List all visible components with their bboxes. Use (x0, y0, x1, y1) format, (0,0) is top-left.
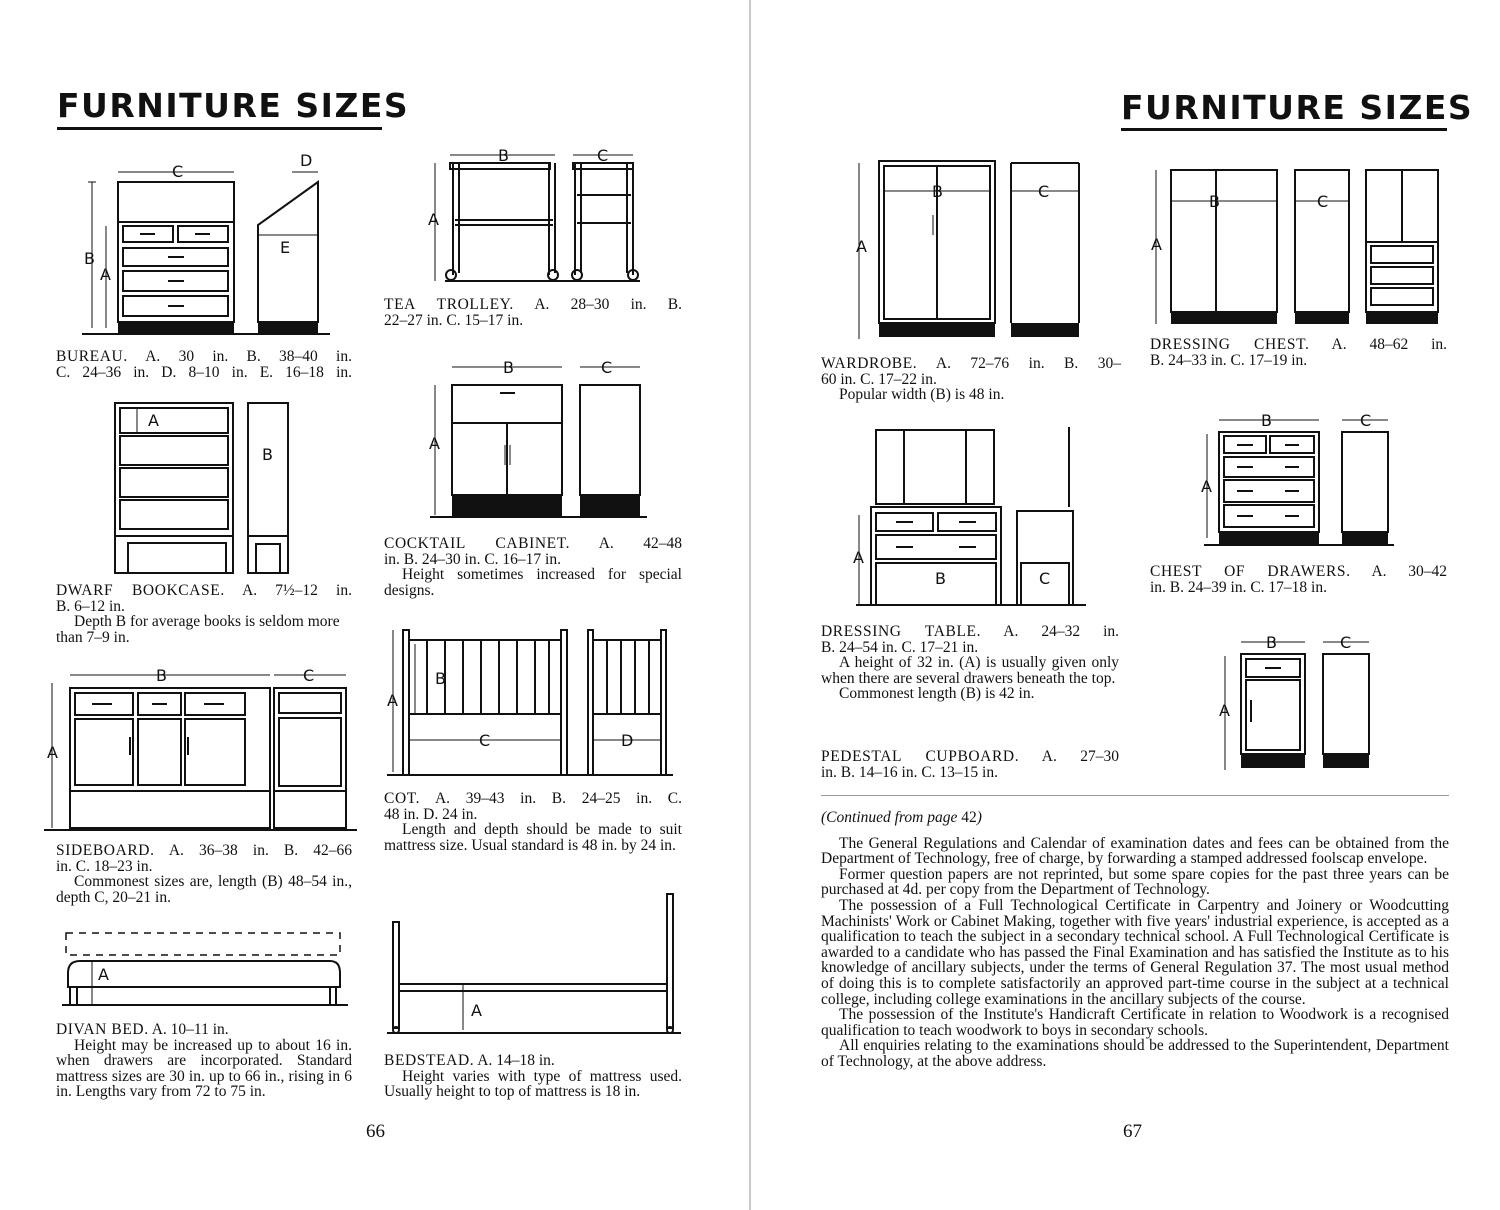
label-b: B (935, 569, 946, 588)
item-dims-2: in. C. 18–23 in. (56, 857, 153, 875)
label-c: C (303, 666, 315, 685)
label-a: A (429, 434, 440, 453)
item-dims: A. 28–30 in. B. (534, 296, 682, 313)
dressing-table-caption (821, 624, 1119, 702)
regulations-text (821, 810, 1449, 1070)
label-a: A (387, 691, 398, 710)
label-d: D (300, 151, 313, 170)
divan-bed-diagram (60, 925, 350, 1015)
dressing-chest-diagram (1149, 162, 1449, 332)
label-a: A (47, 743, 58, 762)
label-c: C (1360, 411, 1372, 430)
dressing-table-diagram (851, 425, 1091, 610)
cocktail-cabinet-diagram (425, 355, 655, 525)
item-dims: A. 42–48 (598, 535, 682, 552)
paragraph: All enquiries relating to the examinations should be addressed to the Superintendent, Department of Technology, at the above address. (821, 1037, 1449, 1070)
item-name: DIVAN BED. (56, 1021, 149, 1038)
label-c: C (1340, 633, 1352, 652)
label-b: B (84, 249, 95, 268)
item-note: A height of 32 in. (A) is usually given only when there are several drawers beneath the top. (821, 654, 1119, 687)
item-note: Depth B for average books is seldom more than 7–9 in. (56, 613, 340, 646)
chest-of-drawers-diagram (1199, 408, 1399, 553)
item-name: COCKTAIL CABINET. (384, 535, 571, 552)
cot-diagram (385, 622, 675, 782)
item-name: SIDEBOARD. (56, 842, 155, 859)
label-c: C (601, 358, 613, 377)
sideboard-diagram (42, 663, 362, 835)
bureau-caption (56, 349, 352, 380)
item-dims-2: B. 6–12 in. (56, 597, 125, 615)
bedstead-caption (384, 1053, 682, 1100)
dwarf-bookcase-diagram (100, 398, 300, 578)
item-dims-2: in. B. 14–16 in. C. 13–15 in. (821, 763, 998, 781)
paragraph: The possession of a Full Technological Certificate in Carpentry and Joinery or Woodcutting Machinists' Work or Cabinet Making, together with five years' industrial experience, is accepted as a qualification to teach the subject in a secondary technical school. A Full Technological Certificate is awarded to a candidate who has passed the Final Examination and has satisfied the Institute as to his knowledge of ancillary subjects, under the terms of General Regulation 37. The most usual method of doing this is to complete satisfactorily an approved part-time course in the subject at a technical college, including college examinations in the ancillary subjects of the course. (821, 896, 1449, 1008)
item-name: DRESSING TABLE. (821, 623, 982, 640)
label-a: A (100, 265, 111, 284)
left-page (0, 0, 749, 1210)
item-note: Popular width (B) is 48 in. (839, 386, 1005, 404)
label-b: B (262, 445, 273, 464)
item-note: Length and depth should be made to suit mattress size. Usual standard is 48 in. by 24 in. (384, 821, 682, 854)
item-dims-2: B. 24–33 in. C. 17–19 in. (1150, 351, 1308, 369)
pedestal-cupboard-diagram (1219, 632, 1389, 774)
title-rule (1121, 128, 1447, 131)
item-dims-2: in. B. 24–30 in. C. 16–17 in. (384, 550, 561, 568)
item-dims-2: 22–27 in. C. 15–17 in. (384, 311, 524, 329)
item-note-2: Commonest length (B) is 42 in. (839, 685, 1035, 703)
cocktail-cabinet-caption (384, 536, 682, 598)
paragraph: The possession of the Institute's Handicraft Certificate in relation to Woodwork is a recognised qualification to teach woodwork to boys in secondary schools. (821, 1006, 1449, 1039)
label-a: A (1151, 235, 1162, 254)
item-name: BUREAU. (56, 348, 128, 365)
paragraph: Former question papers are not reprinted, but some spare copies for the past three years can be purchased at 4d. per copy from the Department of Technology. (821, 865, 1449, 899)
bedstead-diagram (385, 890, 685, 1040)
paragraph: The General Regulations and Calendar of examination dates and fees can be obtained from the Department of Technology, free of charge, by forwarding a stamped addressed foolscap envelope. (821, 834, 1449, 868)
item-name: DRESSING CHEST. (1150, 336, 1310, 353)
right-page (751, 0, 1500, 1210)
item-dims-2: C. 24–36 in. D. 8–10 in. E. 16–18 in. (56, 363, 352, 381)
item-name: BEDSTEAD. (384, 1052, 475, 1069)
item-dims: A. 48–62 in. (1331, 336, 1448, 353)
section-divider (821, 795, 1449, 796)
label-b: B (498, 146, 509, 165)
continued-page: 42 (961, 809, 977, 826)
label-c: C (597, 146, 609, 165)
item-dims-2: 60 in. C. 17–22 in. (821, 370, 937, 388)
item-name: TEA TROLLEY. (384, 296, 514, 313)
label-b: B (503, 358, 514, 377)
dressing-chest-caption (1150, 337, 1447, 368)
item-name: PEDESTAL CUPBOARD. (821, 748, 1020, 765)
wardrobe-caption (821, 356, 1121, 403)
label-c: C (1317, 192, 1329, 211)
item-name: DWARF BOOKCASE. (56, 582, 225, 599)
label-a: A (1201, 477, 1212, 496)
item-dims: A. 72–76 in. B. 30– (935, 355, 1121, 372)
label-a: A (856, 237, 867, 256)
tea-trolley-diagram (425, 145, 655, 285)
bureau-diagram (80, 150, 340, 340)
label-a: A (98, 965, 109, 984)
item-dims-2: in. B. 24–39 in. C. 17–18 in. (1150, 578, 1327, 596)
label-a: A (428, 210, 439, 229)
item-dims: A. 39–43 in. B. 24–25 in. C. (434, 790, 682, 807)
item-dims: A. 27–30 (1041, 748, 1119, 765)
label-b: B (932, 182, 943, 201)
label-a: A (471, 1001, 482, 1020)
item-note: Commonest sizes are, length (B) 48–54 in., depth C, 20–21 in. (56, 873, 352, 906)
tea-trolley-caption (384, 297, 682, 328)
continued-label: Continued from page (826, 809, 958, 826)
label-b: B (156, 666, 167, 685)
page-number: 66 (366, 1121, 385, 1142)
item-dims: A. 10–11 in. (151, 1021, 229, 1038)
label-b: B (435, 669, 446, 688)
label-c: C (172, 162, 184, 181)
page-number: 67 (1123, 1121, 1142, 1142)
label-c: C (479, 731, 491, 750)
item-name: CHEST OF DRAWERS. (1150, 563, 1351, 580)
item-dims: A. 36–38 in. B. 42–66 (168, 842, 352, 859)
item-dims: A. 24–32 in. (1003, 623, 1119, 640)
label-b: B (1261, 411, 1272, 430)
divan-bed-caption (56, 1022, 352, 1100)
item-dims: A. 30 in. B. 38–40 in. (145, 348, 352, 365)
item-dims: A. 7½–12 in. (242, 582, 352, 599)
label-a: A (148, 411, 159, 430)
dwarf-bookcase-caption (56, 583, 352, 645)
label-c: C (1038, 182, 1050, 201)
wardrobe-diagram (851, 155, 1091, 345)
label-a: A (853, 548, 864, 567)
item-dims: A. 14–18 in. (477, 1052, 555, 1069)
chest-of-drawers-caption (1150, 564, 1447, 595)
label-c: C (1039, 569, 1051, 588)
item-dims-2: 48 in. D. 24 in. (384, 805, 478, 823)
item-note: Height may be increased up to about 16 in. when drawers are incorporated. Standard mattress sizes are 30 in. up to 66 in., rising in 6 in. Lengths vary from 72 to 75 in. (56, 1036, 352, 1101)
item-name: WARDROBE. (821, 355, 918, 372)
label-b: B (1266, 633, 1277, 652)
label-b: B (1209, 192, 1220, 211)
continued-note: (Continued from page 42) (821, 809, 982, 826)
title-rule (57, 127, 382, 130)
item-name: COT. (384, 790, 421, 807)
label-e: E (280, 238, 291, 257)
label-d: D (621, 731, 634, 750)
item-dims-2: B. 24–54 in. C. 17–21 in. (821, 638, 979, 656)
page-title: FURNITURE SIZES (57, 86, 410, 125)
cot-caption (384, 791, 682, 853)
sideboard-caption (56, 843, 352, 905)
pedestal-cupboard-caption (821, 749, 1119, 780)
item-note: Height sometimes increased for special designs. (384, 566, 682, 599)
item-dims: A. 30–42 (1371, 563, 1447, 580)
label-a: A (1219, 701, 1230, 720)
page-title: FURNITURE SIZES (1121, 88, 1474, 127)
item-note: Height varies with type of mattress used. Usually height to top of mattress is 18 in. (384, 1067, 682, 1101)
